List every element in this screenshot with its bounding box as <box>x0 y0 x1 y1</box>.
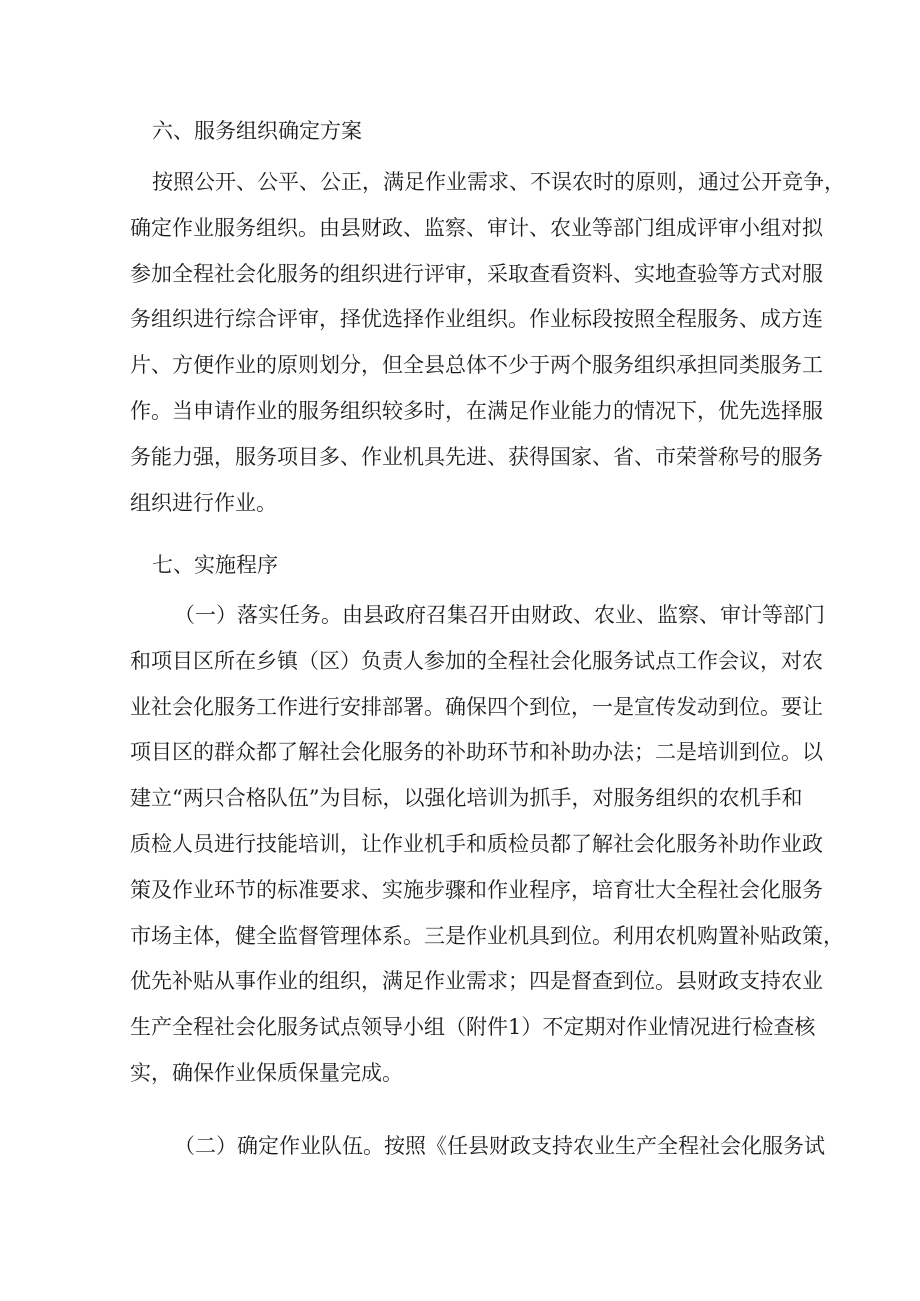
paragraph-line: 质检人员进行技能培训，让作业机手和质检员都了解社会化服务补助作业政 <box>130 831 823 856</box>
paragraph-line: 优先补贴从事作业的组织，满足作业需求；四是督查到位。县财政支持农业 <box>130 969 823 994</box>
paragraph-line: （一）落实任务。由县政府召集召开由财政、农业、监察、审计等部门 <box>174 603 825 627</box>
section-6-paragraph <box>130 160 845 526</box>
paragraph-line: 作。当申请作业的服务组织较多时，在满足作业能力的情况下，优先选择服 <box>130 398 823 423</box>
paragraph-line: 务组织进行综合评审，择优选择作业组织。作业标段按照全程服务、成方连 <box>130 307 823 332</box>
section-heading-6: 六、服务组织确定方案 <box>152 119 362 143</box>
paragraph-line: （二）确定作业队伍。按照《任县财政支持农业生产全程社会化服务试 <box>174 1134 825 1158</box>
paragraph-line: 片、方便作业的原则划分，但全县总体不少于两个服务组织承担同类服务工 <box>130 353 823 378</box>
section-7-item-1-paragraph <box>130 593 844 1097</box>
paragraph-line: 参加全程社会化服务的组织进行评审，采取查看资料、实地查验等方式对服 <box>130 261 823 286</box>
paragraph-line: 策及作业环节的标准要求、实施步骤和作业程序，培育壮大全程社会化服务 <box>130 877 823 902</box>
paragraph-line: 市场主体，健全监督管理体系。三是作业机具到位。利用农机购置补贴政策， <box>130 923 844 948</box>
paragraph-line: 实，确保作业保质保量完成。 <box>130 1060 403 1085</box>
paragraph-line: 组织进行作业。 <box>130 490 277 515</box>
paragraph-line: 按照公开、公平、公正，满足作业需求、不误农时的原则，通过公开竞争， <box>152 170 845 194</box>
paragraph-line: 业社会化服务工作进行安排部署。确保四个到位，一是宣传发动到位。要让 <box>130 694 823 719</box>
paragraph-line: 建立“两只合格队伍”为目标，以强化培训为抓手，对服务组织的农机手和 <box>130 786 803 811</box>
paragraph-line: 生产全程社会化服务试点领导小组（附件1）不定期对作业情况进行检查核 <box>130 1015 816 1040</box>
paragraph-line: 和项目区所在乡镇（区）负责人参加的全程社会化服务试点工作会议，对农 <box>130 648 823 673</box>
paragraph-line: 项目区的群众都了解社会化服务的补助环节和补助办法；二是培训到位。以 <box>130 740 823 765</box>
paragraph-line: 务能力强，服务项目多、作业机具先进、获得国家、省、市荣誉称号的服务 <box>130 444 823 469</box>
paragraph-line: 确定作业服务组织。由县财政、监察、审计、农业等部门组成评审小组对拟 <box>130 215 823 240</box>
section-heading-7: 七、实施程序 <box>152 553 278 577</box>
section-7-item-2-paragraph <box>130 1124 825 1170</box>
